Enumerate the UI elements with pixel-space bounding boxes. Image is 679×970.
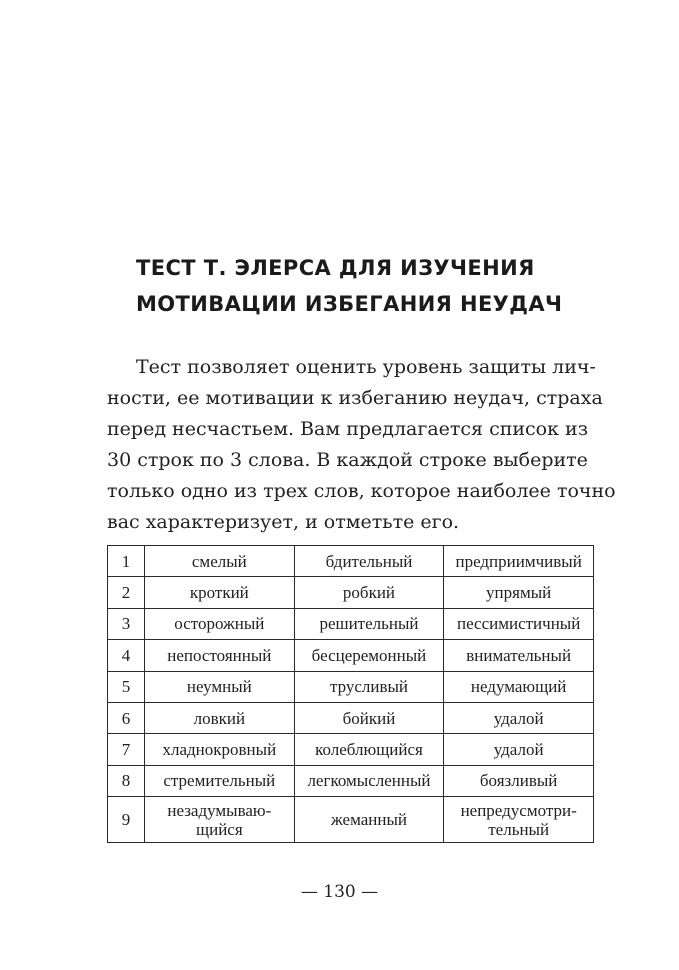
table-row (108, 797, 594, 843)
word-cell: смелый (145, 546, 295, 577)
table-row (108, 734, 594, 765)
row-number: 9 (108, 797, 145, 843)
word-cell-line: тельный (488, 819, 550, 839)
table-row (108, 671, 594, 702)
word-cell-line: щийся (196, 819, 243, 839)
row-number: 3 (108, 608, 145, 639)
intro-line: ности, ее мотивации к избеганию неудач, страха (107, 387, 603, 409)
word-cell: неумный (145, 671, 295, 702)
word-cell: непостоянный (145, 640, 295, 671)
word-cell: бдительный (294, 546, 444, 577)
word-cell: предприимчивый (444, 546, 594, 577)
intro-line: вас характеризует, и отметьте его. (107, 511, 460, 533)
row-number: 7 (108, 734, 145, 765)
intro-line: Тест позволяет оценить уровень защиты лич- (136, 356, 596, 378)
heading-line: МОТИВАЦИИ ИЗБЕГАНИЯ НЕУДАЧ (136, 292, 563, 316)
word-cell: решительный (294, 608, 444, 639)
word-cell: осторожный (145, 608, 295, 639)
word-cell: бесцеремонный (294, 640, 444, 671)
word-cell: бойкий (294, 702, 444, 733)
word-cell: кроткий (145, 577, 295, 608)
row-number: 5 (108, 671, 145, 702)
row-number: 8 (108, 765, 145, 796)
table-row (108, 577, 594, 608)
word-choice-table (107, 545, 594, 843)
word-cell: жеманный (294, 797, 444, 843)
row-number: 6 (108, 702, 145, 733)
page-heading (136, 250, 616, 322)
word-cell: колеблющийся (294, 734, 444, 765)
heading-line: ТЕСТ Т. ЭЛЕРСА ДЛЯ ИЗУЧЕНИЯ (136, 256, 535, 280)
word-cell: боязливый (444, 765, 594, 796)
word-cell: недумающий (444, 671, 594, 702)
word-cell: внимательный (444, 640, 594, 671)
table-row (108, 608, 594, 639)
row-number: 2 (108, 577, 145, 608)
word-cell: хладнокровный (145, 734, 295, 765)
word-cell: упрямый (444, 577, 594, 608)
intro-line: только одно из трех слов, которое наиболее точно (107, 480, 616, 502)
word-cell: пессимистичный (444, 608, 594, 639)
row-number: 1 (108, 546, 145, 577)
table-row (108, 546, 594, 577)
table-row (108, 702, 594, 733)
word-cell: легкомысленный (294, 765, 444, 796)
word-cell (444, 797, 594, 843)
word-cell (145, 797, 295, 843)
word-cell: удалой (444, 702, 594, 733)
word-cell-line: непредусмотри- (460, 800, 577, 820)
row-number: 4 (108, 640, 145, 671)
table-row (108, 765, 594, 796)
word-cell: стремительный (145, 765, 295, 796)
intro-paragraph (107, 352, 616, 538)
word-cell: удалой (444, 734, 594, 765)
word-cell-line: незадумываю- (167, 800, 272, 820)
table-row (108, 640, 594, 671)
intro-line: перед несчастьем. Вам предлагается список из (107, 418, 589, 440)
page-number: — 130 — (300, 882, 379, 902)
word-cell: робкий (294, 577, 444, 608)
word-cell: трусливый (294, 671, 444, 702)
intro-line: 30 строк по 3 слова. В каждой строке выберите (107, 449, 588, 471)
word-cell: ловкий (145, 702, 295, 733)
